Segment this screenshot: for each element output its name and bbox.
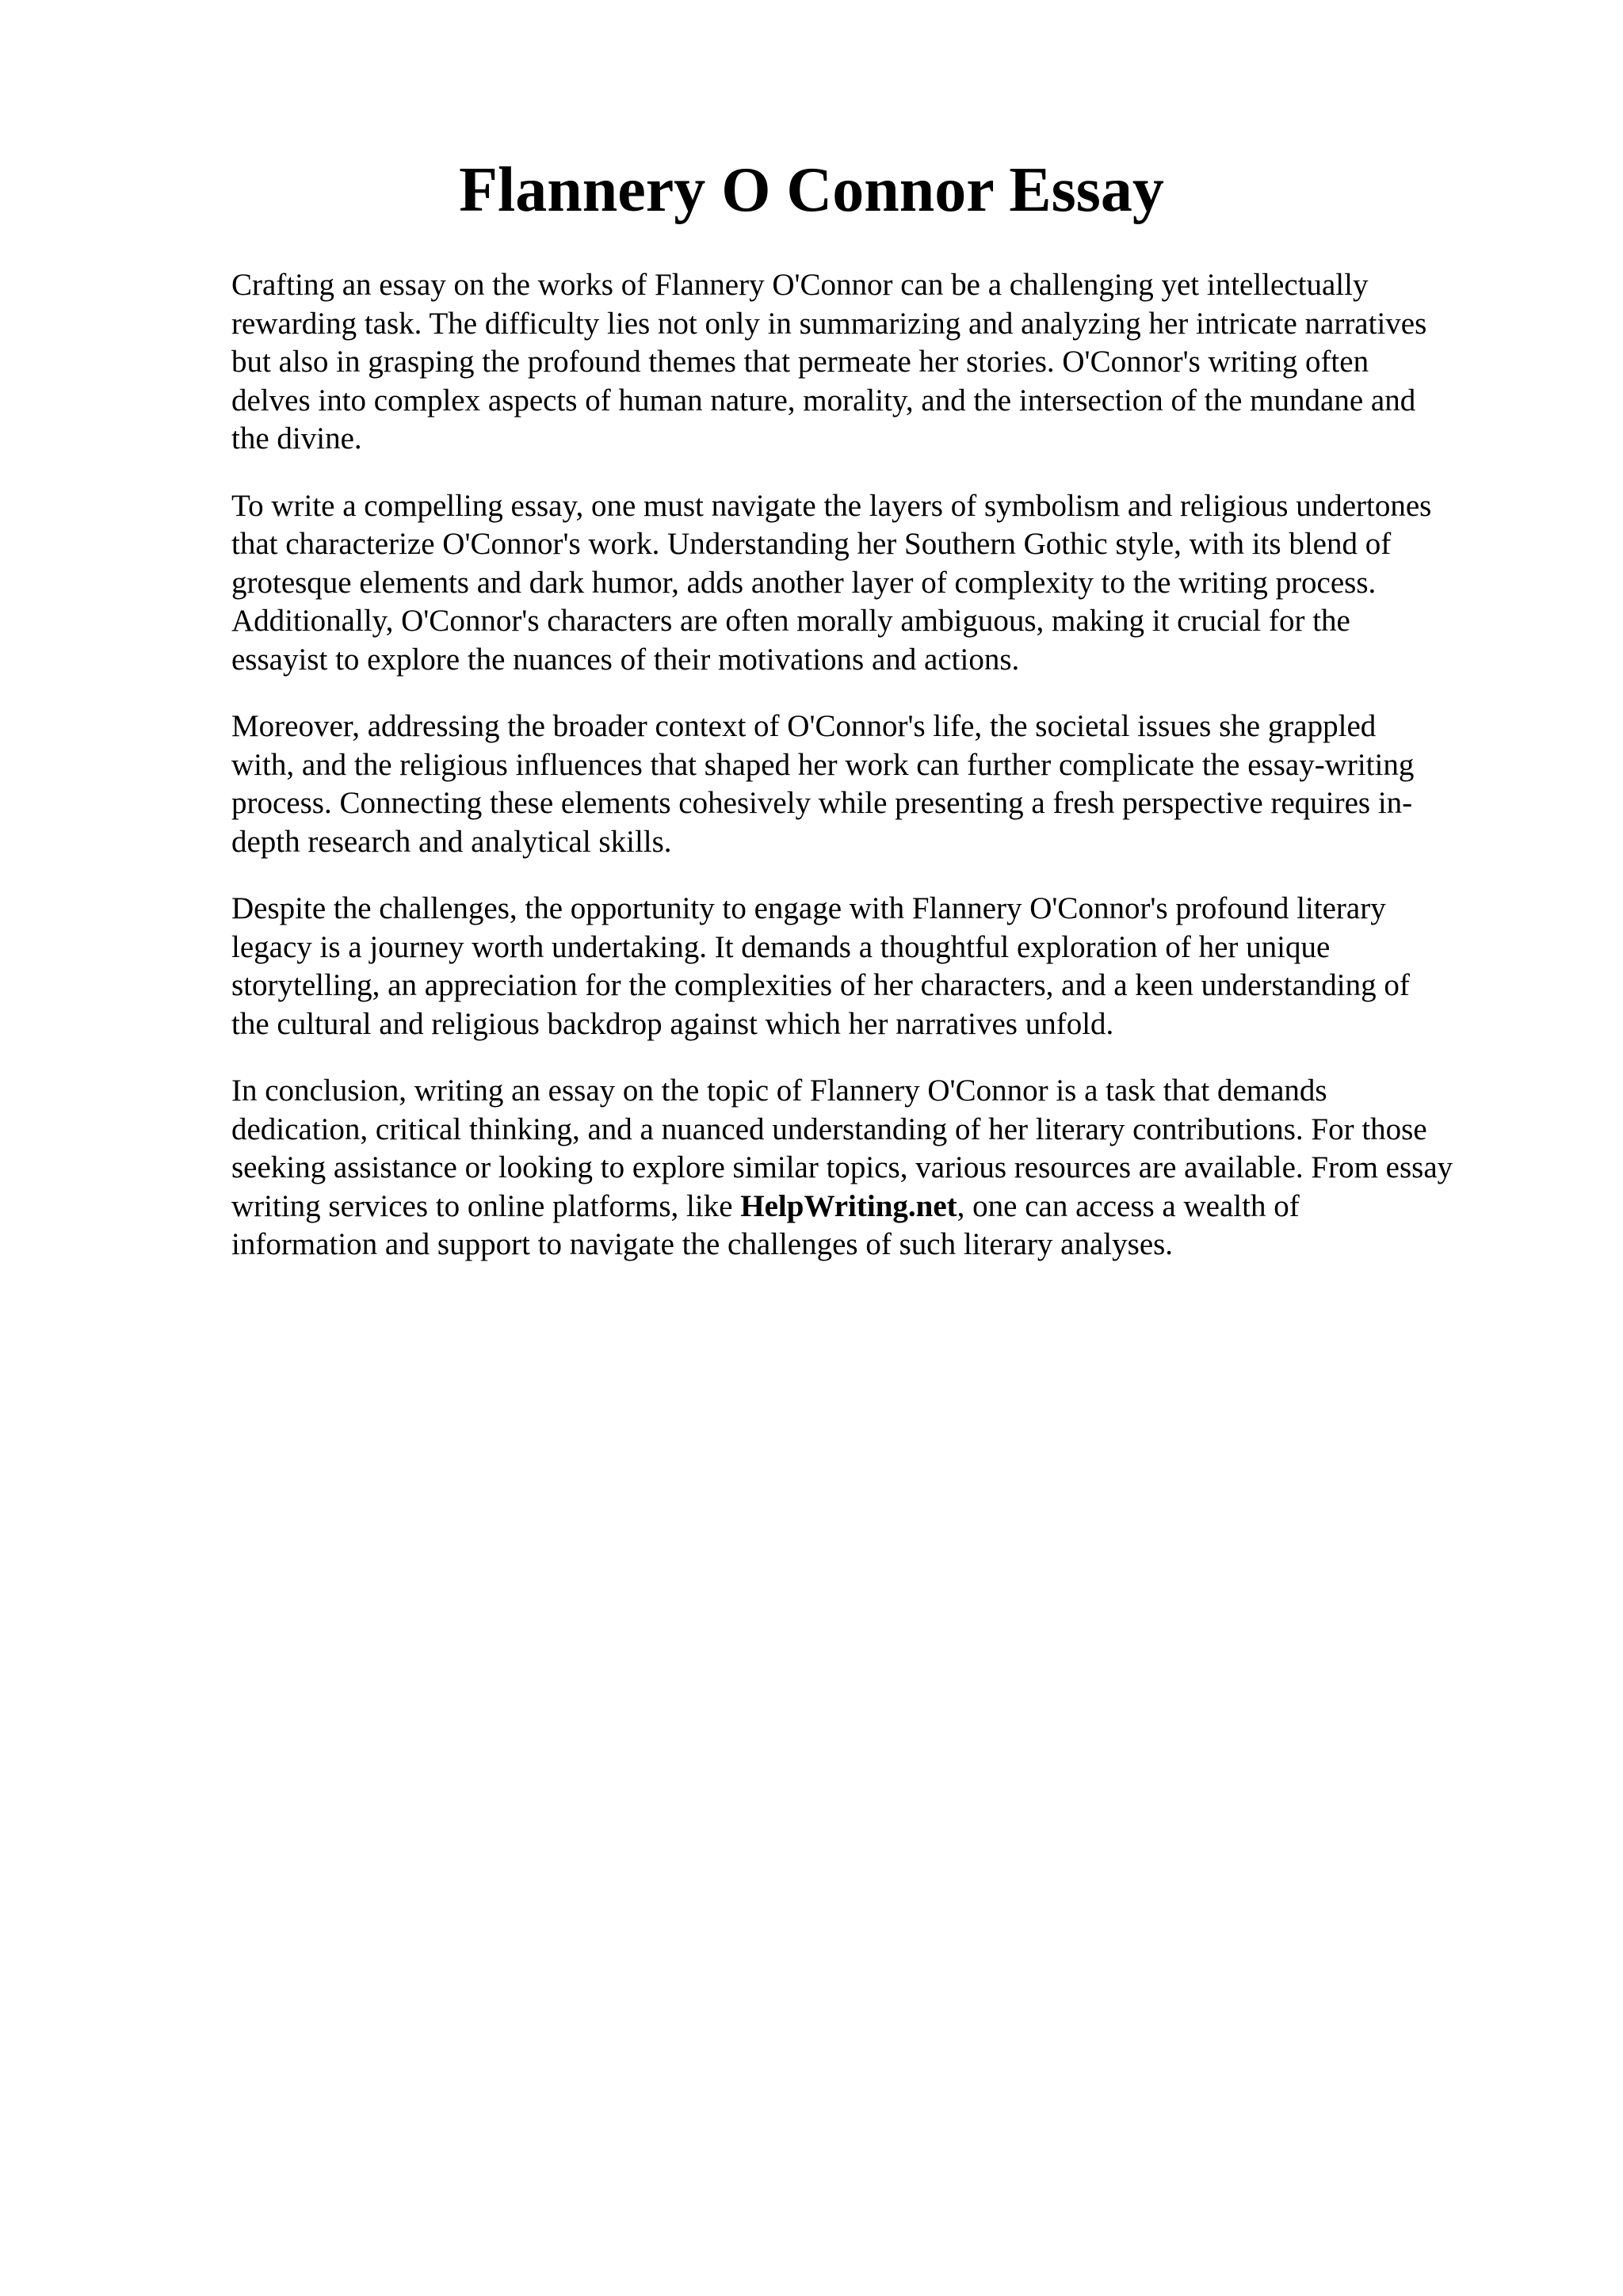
text-line: the divine. <box>231 421 362 456</box>
text-line: legacy is a journey worth undertaking. It demands a thoughtful exploration of her unique <box>231 929 1331 964</box>
paragraph-2 <box>231 487 1563 680</box>
essay-body <box>231 266 1563 1293</box>
text-line: storytelling, an appreciation for the complexities of her characters, and a keen understanding of <box>231 968 1410 1002</box>
text-line: In conclusion, writing an essay on the topic of Flannery O'Connor is a task that demands <box>231 1074 1327 1108</box>
text-line: grotesque elements and dark humor, adds another layer of complexity to the writing process. <box>231 565 1377 600</box>
text-line: process. Connecting these elements cohesively while presenting a fresh perspective requires in- <box>231 786 1413 820</box>
paragraph-3 <box>231 707 1563 861</box>
text-line: Crafting an essay on the works of Flannery O'Connor can be a challenging yet intellectually <box>231 268 1369 302</box>
text-line: To write a compelling essay, one must navigate the layers of symbolism and religious undertones <box>231 488 1432 523</box>
text-line: seeking assistance or looking to explore similar topics, various resources are available. From essay <box>231 1150 1453 1184</box>
paragraph-1 <box>231 266 1563 459</box>
text-line: the cultural and religious backdrop against which her narratives unfold. <box>231 1006 1114 1041</box>
text-line: with, and the religious influences that shaped her work can further complicate the essay-writing <box>231 747 1415 782</box>
text-line: depth research and analytical skills. <box>231 824 672 859</box>
text-segment: writing services to online platforms, like <box>231 1188 741 1223</box>
text-line: essayist to explore the nuances of their motivations and actions. <box>231 642 1020 677</box>
paragraph-5 <box>231 1072 1563 1264</box>
text-line-with-link <box>231 1188 1563 1226</box>
text-line: rewarding task. The difficulty lies not only in summarizing and analyzing her intricate narratives <box>231 306 1427 341</box>
text-line: that characterize O'Connor's work. Understanding her Southern Gothic style, with its blend of <box>231 527 1392 561</box>
text-line: Additionally, O'Connor's characters are often morally ambiguous, making it crucial for the <box>231 604 1350 638</box>
page-title: Flannery O Connor Essay <box>459 155 1164 225</box>
paragraph-4 <box>231 890 1563 1043</box>
text-line: but also in grasping the profound themes that permeate her stories. O'Connor's writing often <box>231 345 1369 379</box>
helpwriting-link[interactable]: HelpWriting.net <box>740 1188 957 1223</box>
text-line: Despite the challenges, the opportunity to engage with Flannery O'Connor's profound literary <box>231 891 1386 925</box>
text-line: dedication, critical thinking, and a nuanced understanding of her literary contributions. For those <box>231 1112 1427 1146</box>
text-line: Moreover, addressing the broader context of O'Connor's life, the societal issues she grappled <box>231 709 1377 743</box>
text-line: information and support to navigate the challenges of such literary analyses. <box>231 1227 1174 1261</box>
text-segment: , one can access a wealth of <box>957 1188 1300 1223</box>
text-line: delves into complex aspects of human nature, morality, and the intersection of the mundane and <box>231 383 1416 418</box>
